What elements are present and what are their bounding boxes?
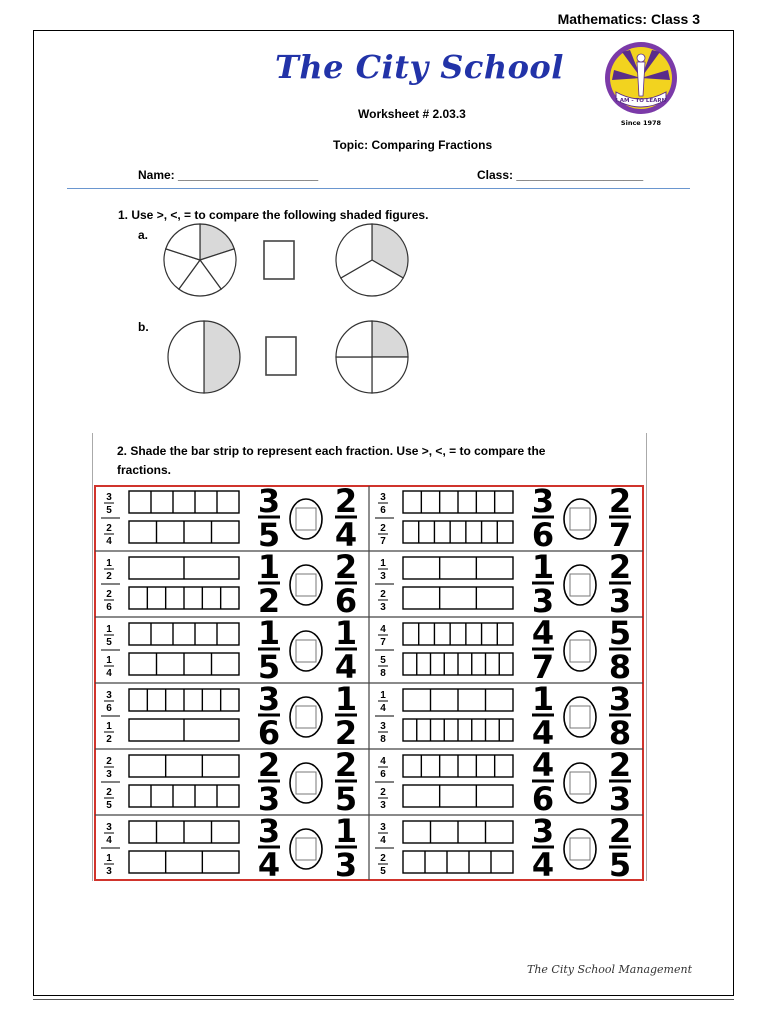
big-numerator: 2 <box>334 548 358 586</box>
small-denominator: 5 <box>106 637 112 648</box>
compare-circle[interactable] <box>290 631 322 671</box>
small-numerator: 3 <box>380 492 386 503</box>
school-logo <box>602 40 680 130</box>
big-denominator: 8 <box>608 648 632 686</box>
big-numerator: 1 <box>257 614 281 652</box>
bar-strip[interactable] <box>403 851 513 873</box>
row-3-left <box>101 614 357 686</box>
small-denominator: 8 <box>380 734 386 745</box>
big-numerator: 2 <box>257 746 281 784</box>
class-field[interactable]: Class: ___________________ <box>477 168 644 182</box>
small-denominator: 6 <box>106 703 112 714</box>
compare-circle[interactable] <box>290 499 322 539</box>
small-denominator: 5 <box>106 505 112 516</box>
bottom-rule <box>33 999 734 1000</box>
small-numerator: 3 <box>380 822 386 833</box>
big-numerator: 3 <box>531 812 555 850</box>
logo-motto: I AM - TO LEARN <box>615 98 667 104</box>
big-denominator: 4 <box>257 846 281 881</box>
subject-heading: Mathematics: Class 3 <box>557 11 700 27</box>
big-denominator: 3 <box>608 582 632 620</box>
small-numerator: 5 <box>380 655 386 666</box>
small-denominator: 3 <box>380 800 386 811</box>
big-denominator: 3 <box>334 846 358 881</box>
small-numerator: 2 <box>106 523 112 534</box>
small-denominator: 7 <box>380 637 386 648</box>
big-numerator: 2 <box>334 746 358 784</box>
small-denominator: 4 <box>106 835 112 846</box>
compare-circle[interactable] <box>564 565 596 605</box>
small-denominator: 3 <box>380 571 386 582</box>
big-denominator: 4 <box>531 714 555 752</box>
circle-a-right <box>336 224 408 296</box>
big-denominator: 2 <box>257 582 281 620</box>
big-denominator: 5 <box>608 846 632 881</box>
bar-strip[interactable] <box>129 785 239 807</box>
small-denominator: 3 <box>380 602 386 613</box>
small-numerator: 4 <box>380 624 386 635</box>
fraction-sector <box>372 321 408 357</box>
big-denominator: 4 <box>334 516 358 554</box>
small-denominator: 2 <box>106 734 112 745</box>
small-denominator: 4 <box>380 703 386 714</box>
row-3-right <box>375 614 631 686</box>
circle-a-left <box>164 224 236 296</box>
worksheet-number: Worksheet # 2.03.3 <box>358 107 466 121</box>
big-denominator: 6 <box>334 582 358 620</box>
compare-circle[interactable] <box>290 565 322 605</box>
small-denominator: 3 <box>106 866 112 877</box>
small-numerator: 3 <box>380 721 386 732</box>
big-denominator: 5 <box>257 648 281 686</box>
bar-strip[interactable] <box>129 755 239 777</box>
small-denominator: 5 <box>380 866 386 877</box>
row-1-left <box>101 485 357 554</box>
small-numerator: 1 <box>380 690 386 701</box>
bar-strip[interactable] <box>403 785 513 807</box>
small-numerator: 1 <box>106 655 112 666</box>
big-denominator: 5 <box>334 780 358 818</box>
compare-circle[interactable] <box>564 499 596 539</box>
small-numerator: 3 <box>106 690 112 701</box>
big-denominator: 5 <box>257 516 281 554</box>
question-2-text: 2. Shade the bar strip to represent each fraction. Use >, <, = to compare the fractions. <box>117 444 546 477</box>
logo-since: Since 1978 <box>620 119 662 127</box>
big-numerator: 5 <box>608 614 632 652</box>
name-field[interactable]: Name: _____________________ <box>138 168 319 182</box>
big-numerator: 4 <box>531 614 555 652</box>
small-denominator: 2 <box>106 571 112 582</box>
small-numerator: 1 <box>380 558 386 569</box>
big-denominator: 6 <box>531 780 555 818</box>
small-numerator: 3 <box>106 822 112 833</box>
small-numerator: 1 <box>106 624 112 635</box>
big-numerator: 1 <box>257 548 281 586</box>
big-numerator: 2 <box>608 548 632 586</box>
compare-circle[interactable] <box>290 829 322 869</box>
small-numerator: 2 <box>106 787 112 798</box>
small-numerator: 1 <box>106 558 112 569</box>
fraction-sector <box>204 321 240 393</box>
question-1-figures <box>160 220 420 400</box>
big-denominator: 2 <box>334 714 358 752</box>
small-numerator: 2 <box>106 756 112 767</box>
big-numerator: 3 <box>257 485 281 520</box>
small-denominator: 6 <box>380 505 386 516</box>
big-denominator: 3 <box>531 582 555 620</box>
small-denominator: 4 <box>106 668 112 679</box>
circle-b-right <box>336 321 408 393</box>
big-numerator: 2 <box>608 812 632 850</box>
small-numerator: 2 <box>106 589 112 600</box>
row-2-left <box>101 548 357 620</box>
fraction-sector <box>372 357 408 393</box>
answer-box-1b[interactable] <box>266 337 296 375</box>
big-denominator: 4 <box>334 648 358 686</box>
compare-circle[interactable] <box>290 697 322 737</box>
bar-strip[interactable] <box>403 557 513 579</box>
small-numerator: 2 <box>380 787 386 798</box>
fraction-sector <box>168 321 204 393</box>
row-4-left <box>101 680 357 752</box>
row-2-right <box>375 548 631 620</box>
fraction-sector <box>336 357 372 393</box>
circle-b-left <box>168 321 240 393</box>
big-numerator: 3 <box>257 812 281 850</box>
big-numerator: 1 <box>531 680 555 718</box>
compare-circle[interactable] <box>564 631 596 671</box>
big-denominator: 6 <box>257 714 281 752</box>
small-numerator: 1 <box>106 721 112 732</box>
big-denominator: 8 <box>608 714 632 752</box>
question-1a-label: a. <box>138 228 149 242</box>
bar-strip[interactable] <box>129 623 239 645</box>
small-numerator: 4 <box>380 756 386 767</box>
compare-circle[interactable] <box>290 763 322 803</box>
question-1b-label: b. <box>138 320 149 334</box>
row-5-right <box>375 746 631 818</box>
big-numerator: 4 <box>531 746 555 784</box>
compare-circle[interactable] <box>564 697 596 737</box>
bar-strip[interactable] <box>403 623 513 645</box>
big-numerator: 1 <box>334 680 358 718</box>
big-denominator: 6 <box>531 516 555 554</box>
big-denominator: 3 <box>257 780 281 818</box>
header-divider <box>67 188 690 189</box>
question-1-text: 1. Use >, <, = to compare the following shaded figures. <box>118 208 429 222</box>
big-denominator: 7 <box>531 648 555 686</box>
big-denominator: 4 <box>531 846 555 881</box>
question-2-grid <box>94 485 644 881</box>
small-denominator: 4 <box>106 536 112 547</box>
big-numerator: 2 <box>334 485 358 520</box>
compare-circle[interactable] <box>564 763 596 803</box>
big-numerator: 1 <box>334 614 358 652</box>
school-title: The City School <box>275 48 564 86</box>
small-numerator: 1 <box>106 853 112 864</box>
bar-strip[interactable] <box>403 521 513 543</box>
big-numerator: 1 <box>334 812 358 850</box>
big-denominator: 3 <box>608 780 632 818</box>
small-denominator: 5 <box>106 800 112 811</box>
big-numerator: 2 <box>608 485 632 520</box>
row-6-right <box>375 812 631 881</box>
big-numerator: 3 <box>531 485 555 520</box>
row-5-left <box>101 746 357 818</box>
bar-strip[interactable] <box>403 587 513 609</box>
small-numerator: 3 <box>106 492 112 503</box>
small-numerator: 2 <box>380 523 386 534</box>
compare-circle[interactable] <box>564 829 596 869</box>
big-numerator: 3 <box>257 680 281 718</box>
row-4-right <box>375 680 631 752</box>
bar-strip[interactable] <box>129 851 239 873</box>
small-denominator: 6 <box>380 769 386 780</box>
big-numerator: 3 <box>608 680 632 718</box>
row-6-left <box>101 812 357 881</box>
row-1-right <box>375 485 631 554</box>
small-denominator: 4 <box>380 835 386 846</box>
small-denominator: 8 <box>380 668 386 679</box>
small-denominator: 7 <box>380 536 386 547</box>
big-denominator: 7 <box>608 516 632 554</box>
answer-box-1a[interactable] <box>264 241 294 279</box>
small-numerator: 2 <box>380 853 386 864</box>
big-numerator: 1 <box>531 548 555 586</box>
footer-text: The City School Management <box>527 963 692 976</box>
small-denominator: 3 <box>106 769 112 780</box>
small-numerator: 2 <box>380 589 386 600</box>
bar-strip[interactable] <box>129 491 239 513</box>
topic-line: Topic: Comparing Fractions <box>333 138 493 152</box>
fraction-sector <box>336 321 372 357</box>
small-denominator: 6 <box>106 602 112 613</box>
big-numerator: 2 <box>608 746 632 784</box>
